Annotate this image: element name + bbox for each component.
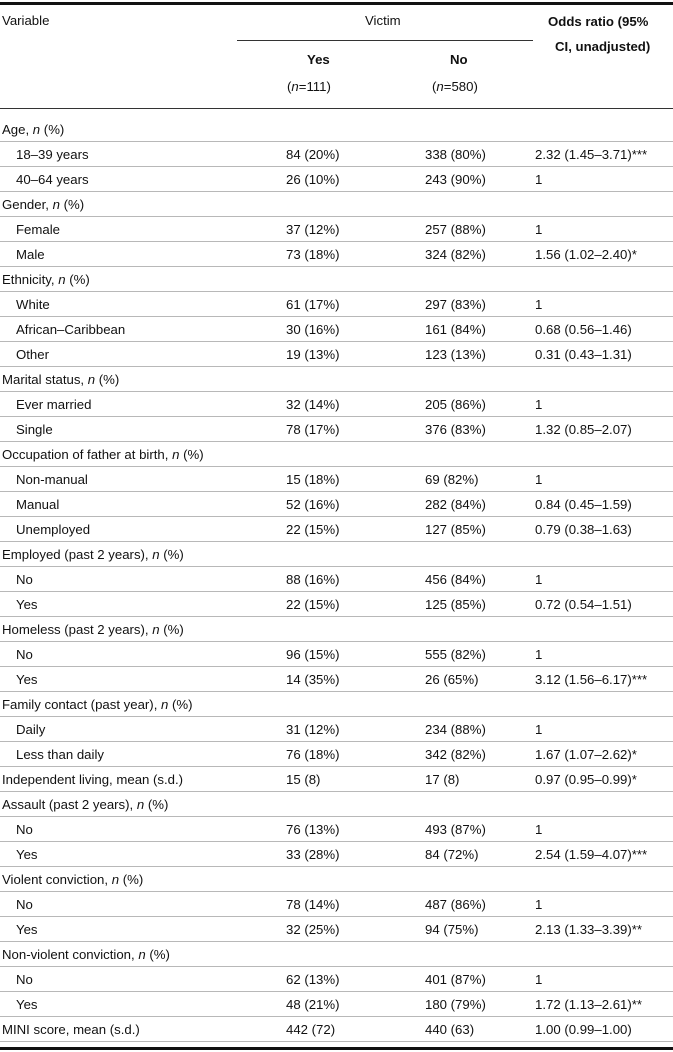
cell-odds-ratio: 1: [535, 822, 543, 837]
cell-victim-no: 401 (87%): [425, 972, 486, 987]
cell-victim-no: 123 (13%): [425, 347, 486, 362]
cell-odds-ratio: 0.72 (0.54–1.51): [535, 597, 632, 612]
row-label: Homeless (past 2 years), n (%): [2, 622, 184, 637]
cell-victim-yes: 96 (15%): [286, 647, 340, 662]
cell-victim-yes: 14 (35%): [286, 672, 340, 687]
cell-odds-ratio: 0.68 (0.56–1.46): [535, 322, 632, 337]
row-label: Female: [16, 222, 60, 237]
header-yes: Yes: [307, 52, 330, 67]
cell-victim-no: 125 (85%): [425, 597, 486, 612]
table-section-row: [0, 942, 673, 967]
cell-odds-ratio: 0.31 (0.43–1.31): [535, 347, 632, 362]
table-section-row: [0, 617, 673, 642]
table-section-row: [0, 192, 673, 217]
row-label: No: [16, 822, 33, 837]
table-row: [0, 642, 673, 667]
bottom-rule: [0, 1047, 673, 1050]
cell-odds-ratio: 1: [535, 297, 543, 312]
cell-victim-yes: 442 (72): [286, 1022, 336, 1037]
row-label: Family contact (past year), n (%): [2, 697, 193, 712]
table-row: [0, 317, 673, 342]
cell-odds-ratio: 3.12 (1.56–6.17)***: [535, 672, 648, 687]
row-label: Non-manual: [16, 472, 88, 487]
table-row: [0, 717, 673, 742]
table-body: [0, 117, 673, 1042]
row-label: Ethnicity, n (%): [2, 272, 90, 287]
cell-victim-yes: 19 (13%): [286, 347, 340, 362]
cell-victim-yes: 62 (13%): [286, 972, 340, 987]
cell-odds-ratio: 1: [535, 472, 543, 487]
cell-victim-yes: 52 (16%): [286, 497, 340, 512]
cell-odds-ratio: 1: [535, 647, 543, 662]
cell-victim-no: 127 (85%): [425, 522, 486, 537]
top-rule: [0, 2, 673, 5]
table-row: [0, 667, 673, 692]
cell-odds-ratio: 1: [535, 397, 543, 412]
cell-victim-no: 69 (82%): [425, 472, 479, 487]
table-row: [0, 567, 673, 592]
cell-odds-ratio: 0.79 (0.38–1.63): [535, 522, 632, 537]
cell-victim-no: 324 (82%): [425, 247, 486, 262]
row-label: African–Caribbean: [16, 322, 126, 337]
cell-victim-yes: 76 (13%): [286, 822, 340, 837]
table-row: [0, 967, 673, 992]
table-row: [0, 467, 673, 492]
cell-odds-ratio: 0.84 (0.45–1.59): [535, 497, 632, 512]
cell-victim-no: 493 (87%): [425, 822, 486, 837]
row-label: No: [16, 897, 33, 912]
cell-odds-ratio: 2.13 (1.33–3.39)**: [535, 922, 643, 937]
cell-odds-ratio: 1: [535, 172, 543, 187]
cell-victim-yes: 30 (16%): [286, 322, 340, 337]
table-row: [0, 592, 673, 617]
cell-victim-no: 376 (83%): [425, 422, 486, 437]
cell-victim-yes: 33 (28%): [286, 847, 340, 862]
header-no-n: (n=580): [432, 79, 478, 94]
table-section-row: [0, 1017, 673, 1042]
cell-victim-no: 205 (86%): [425, 397, 486, 412]
header-rule: [0, 108, 673, 109]
row-label: Marital status, n (%): [2, 372, 120, 387]
cell-victim-yes: 61 (17%): [286, 297, 340, 312]
cell-victim-no: 487 (86%): [425, 897, 486, 912]
cell-victim-yes: 22 (15%): [286, 597, 340, 612]
table-row: [0, 142, 673, 167]
table-row: [0, 742, 673, 767]
cell-victim-yes: 78 (17%): [286, 422, 340, 437]
cell-odds-ratio: 0.97 (0.95–0.99)*: [535, 772, 637, 787]
row-label: Gender, n (%): [2, 197, 85, 212]
row-label: No: [16, 972, 33, 987]
cell-victim-yes: 84 (20%): [286, 147, 340, 162]
cell-victim-no: 84 (72%): [425, 847, 479, 862]
table-row: [0, 517, 673, 542]
row-label: Violent conviction, n (%): [2, 872, 144, 887]
row-label: Ever married: [16, 397, 92, 412]
cell-victim-no: 243 (90%): [425, 172, 486, 187]
row-label: Other: [16, 347, 49, 362]
row-label: No: [16, 572, 33, 587]
table-row: [0, 242, 673, 267]
cell-odds-ratio: 2.54 (1.59–4.07)***: [535, 847, 648, 862]
cell-victim-no: 180 (79%): [425, 997, 486, 1012]
table-row: [0, 217, 673, 242]
cell-victim-yes: 15 (8): [286, 772, 321, 787]
cell-victim-yes: 73 (18%): [286, 247, 340, 262]
cell-odds-ratio: 1.67 (1.07–2.62)*: [535, 747, 637, 762]
table-row: [0, 292, 673, 317]
table-row: [0, 492, 673, 517]
row-label: Male: [16, 247, 45, 262]
row-label: 18–39 years: [16, 147, 89, 162]
cell-victim-no: 257 (88%): [425, 222, 486, 237]
header-no: No: [450, 52, 468, 67]
cell-victim-yes: 32 (14%): [286, 397, 340, 412]
table-row: [0, 167, 673, 192]
row-label: Yes: [16, 847, 38, 862]
row-label: Daily: [16, 722, 46, 737]
cell-victim-yes: 26 (10%): [286, 172, 340, 187]
row-label: Assault (past 2 years), n (%): [2, 797, 169, 812]
cell-odds-ratio: 1: [535, 722, 543, 737]
table-row: [0, 817, 673, 842]
row-label: Single: [16, 422, 53, 437]
row-label: Non-violent conviction, n (%): [2, 947, 170, 962]
cell-odds-ratio: 1: [535, 972, 543, 987]
cell-victim-no: 555 (82%): [425, 647, 486, 662]
cell-odds-ratio: 1.32 (0.85–2.07): [535, 422, 632, 437]
header-odds-ratio-line2: CI, unadjusted): [555, 39, 651, 54]
table-row: [0, 892, 673, 917]
row-label: Independent living, mean (s.d.): [2, 772, 184, 787]
cell-odds-ratio: 1: [535, 572, 543, 587]
row-label: No: [16, 647, 33, 662]
cell-victim-no: 26 (65%): [425, 672, 479, 687]
cell-victim-yes: 32 (25%): [286, 922, 340, 937]
cell-victim-no: 297 (83%): [425, 297, 486, 312]
table-section-row: [0, 367, 673, 392]
cell-victim-yes: 48 (21%): [286, 997, 340, 1012]
cell-odds-ratio: 1: [535, 222, 543, 237]
table-row: [0, 992, 673, 1017]
row-label: Less than daily: [16, 747, 104, 762]
cell-victim-yes: 88 (16%): [286, 572, 340, 587]
cell-victim-yes: 78 (14%): [286, 897, 340, 912]
row-label: Age, n (%): [2, 122, 65, 137]
cell-victim-yes: 76 (18%): [286, 747, 340, 762]
table-section-row: [0, 792, 673, 817]
row-label: Yes: [16, 922, 38, 937]
table-section-row: [0, 867, 673, 892]
cell-odds-ratio: 1.00 (0.99–1.00): [535, 1022, 632, 1037]
row-label: Yes: [16, 997, 38, 1012]
cell-odds-ratio: 1.72 (1.13–2.61)**: [535, 997, 643, 1012]
table-section-row: [0, 692, 673, 717]
table-row: [0, 342, 673, 367]
table-row: [0, 417, 673, 442]
row-label: Yes: [16, 597, 38, 612]
header-odds-ratio-line1: Odds ratio (95%: [548, 14, 649, 29]
row-label: Employed (past 2 years), n (%): [2, 547, 184, 562]
cell-victim-no: 282 (84%): [425, 497, 486, 512]
table-section-row: [0, 442, 673, 467]
header-victim: Victim: [365, 13, 401, 28]
cell-odds-ratio: 1: [535, 897, 543, 912]
cell-victim-no: 342 (82%): [425, 747, 486, 762]
table-section-row: [0, 117, 673, 142]
header-yes-n: (n=111): [287, 79, 331, 94]
table-section-row: [0, 767, 673, 792]
victim-spanner-rule: [237, 40, 533, 41]
cell-victim-yes: 15 (18%): [286, 472, 340, 487]
cell-victim-no: 94 (75%): [425, 922, 479, 937]
table-section-row: [0, 267, 673, 292]
cell-victim-no: 17 (8): [425, 772, 460, 787]
cell-victim-no: 338 (80%): [425, 147, 486, 162]
row-label: Manual: [16, 497, 60, 512]
cell-victim-yes: 31 (12%): [286, 722, 340, 737]
cell-victim-no: 456 (84%): [425, 572, 486, 587]
cell-odds-ratio: 1.56 (1.02–2.40)*: [535, 247, 637, 262]
table-section-row: [0, 542, 673, 567]
table-row: [0, 392, 673, 417]
row-label: Yes: [16, 672, 38, 687]
row-label: MINI score, mean (s.d.): [2, 1022, 140, 1037]
row-label: Unemployed: [16, 522, 91, 537]
row-label: Occupation of father at birth, n (%): [2, 447, 204, 462]
cell-victim-no: 161 (84%): [425, 322, 486, 337]
cell-victim-no: 234 (88%): [425, 722, 486, 737]
cell-victim-yes: 37 (12%): [286, 222, 340, 237]
header-variable: Variable: [2, 13, 50, 28]
row-label: 40–64 years: [16, 172, 89, 187]
row-label: White: [16, 297, 50, 312]
cell-odds-ratio: 2.32 (1.45–3.71)***: [535, 147, 648, 162]
cell-victim-yes: 22 (15%): [286, 522, 340, 537]
table-row: [0, 842, 673, 867]
table-row: [0, 917, 673, 942]
cell-victim-no: 440 (63): [425, 1022, 475, 1037]
